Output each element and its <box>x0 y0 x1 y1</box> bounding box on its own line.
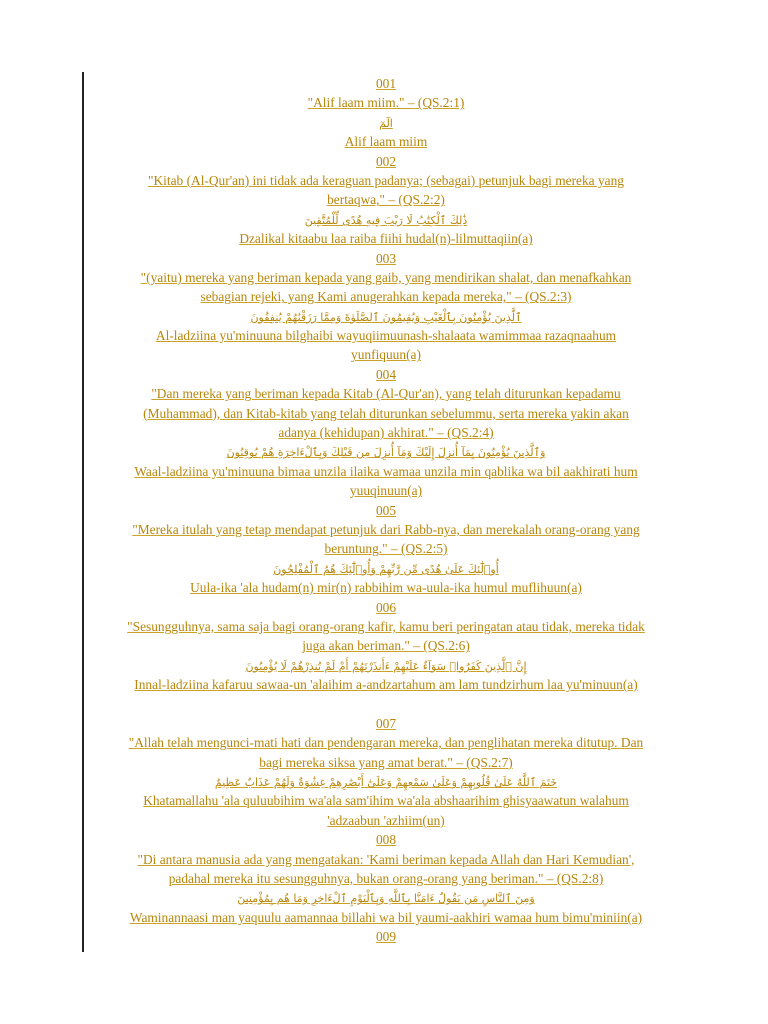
verse-text-line <box>88 171 684 190</box>
verse-text-line <box>88 384 684 403</box>
verse-entry <box>88 249 684 365</box>
verse-text-link[interactable]: Waminannaasi man yaquulu aamannaa billahi wa bil yaumi-aakhiri wamaa hum bimu'miniin(a) <box>129 909 643 925</box>
verse-text-link[interactable]: bagi mereka siksa yang amat berat." – (QS.2:7) <box>259 754 513 770</box>
verse-text-link[interactable]: beruntung." – (QS.2:5) <box>324 541 448 557</box>
left-margin-rule <box>82 72 84 952</box>
verse-text-link[interactable]: Uula-ika 'ala hudam(n) mir(n) rabbihim wa-uula-ika humul muflihuun(a) <box>190 580 582 596</box>
verse-number-line <box>88 249 684 268</box>
verse-number-link[interactable]: 009 <box>375 929 397 945</box>
verse-text-link[interactable]: Waal-ladziina yu'minuuna bimaa unzila ilaika wamaa unzila min qablika wa bil aakhirati hum <box>134 463 638 479</box>
verse-number-line <box>88 501 684 520</box>
verse-text-line <box>88 287 684 306</box>
arabic-text-line <box>88 307 684 326</box>
verse-text-line <box>88 345 684 364</box>
arabic-text-line <box>88 442 684 461</box>
verse-entry <box>88 152 684 249</box>
verse-entry <box>88 365 684 501</box>
verse-text-line <box>88 462 684 481</box>
verse-number-link[interactable]: 006 <box>375 599 397 615</box>
arabic-verse-link[interactable]: ذَٰلِكَ ٱلْكِتَٰبُ لَا رَيْبَ فِيهِ هُدًى لِّلْمُتَّقِينَ <box>304 213 468 227</box>
verse-number-line <box>88 152 684 171</box>
verse-text-link[interactable]: sebagian rejeki, yang Kami anugerahkan kepada mereka," – (QS.2:3) <box>200 289 572 305</box>
arabic-text-line <box>88 656 684 675</box>
verse-text-line <box>88 423 684 442</box>
arabic-verse-link[interactable]: إِنَّ ٱلَّذِينَ كَفَرُوا۟ سَوَآءٌ عَلَيْهِمْ ءَأَنذَرْتَهُمْ أَمْ لَمْ تُنذِرْهُمْ لَا يُؤْمِنُونَ <box>245 659 527 673</box>
arabic-text-line <box>88 772 684 791</box>
verse-text-line <box>88 753 684 772</box>
verse-text-line <box>88 229 684 248</box>
verse-list <box>88 74 684 947</box>
verse-number-link[interactable]: 002 <box>375 153 397 169</box>
verse-number-link[interactable]: 007 <box>375 715 397 731</box>
verse-entry <box>88 927 684 946</box>
verse-number-link[interactable]: 008 <box>375 832 397 848</box>
verse-text-link[interactable]: "Dan mereka yang beriman kepada Kitab (Al-Qur'an), yang telah diturunkan kepadamu <box>151 386 621 402</box>
verse-number-line <box>88 927 684 946</box>
verse-entry <box>88 598 684 714</box>
verse-text-line <box>88 520 684 539</box>
arabic-verse-link[interactable]: وَٱلَّذِينَ يُؤْمِنُونَ بِمَآ أُنزِلَ إِلَيْكَ وَمَآ أُنزِلَ مِن قَبْلِكَ وَبِٱلْءَاخِرَةِ هُمْ يُوقِنُونَ <box>226 446 546 460</box>
verse-text-line <box>88 636 684 655</box>
verse-number-link[interactable]: 004 <box>375 366 397 382</box>
verse-text-link[interactable]: "Alif laam miim." – (QS.2:1) <box>307 95 465 111</box>
verse-text-line <box>88 578 684 597</box>
verse-number-link[interactable]: 003 <box>375 250 397 266</box>
verse-number-line <box>88 74 684 93</box>
arabic-verse-link[interactable]: خَتَمَ ٱللَّهُ عَلَىٰ قُلُوبِهِمْ وَعَلَىٰ سَمْعِهِمْ وَعَلَىٰٓ أَبْصَٰرِهِمْ غِشَٰوَةٌ وَلَهُمْ عَذَابٌ عَظِيمٌ <box>214 776 558 790</box>
arabic-text-line <box>88 113 684 132</box>
verse-text-link[interactable]: yunfiquun(a) <box>351 347 421 363</box>
verse-entry <box>88 714 684 830</box>
verse-text-line <box>88 617 684 636</box>
verse-text-link[interactable]: juga akan beriman." – (QS.2:6) <box>302 638 470 654</box>
verse-text-link[interactable]: "Mereka itulah yang tetap mendapat petunjuk dari Rabb-nya, dan merekalah orang-orang yang <box>132 521 640 537</box>
verse-text-line <box>88 93 684 112</box>
arabic-verse-link[interactable]: أُو۟لَٰٓئِكَ عَلَىٰ هُدًى مِّن رَّبِّهِمْ وَأُو۟لَٰٓئِكَ هُمُ ٱلْمُفْلِحُونَ <box>273 562 499 576</box>
verse-text-link[interactable]: "Di antara manusia ada yang mengatakan: 'Kami beriman kepada Allah dan Hari Kemudian', <box>137 851 635 867</box>
verse-text-link[interactable]: "(yaitu) mereka yang beriman kepada yang gaib, yang mendirikan shalat, dan menafkahkan <box>140 269 632 285</box>
verse-text-line <box>88 675 684 694</box>
verse-text-line <box>88 908 684 927</box>
verse-number-link[interactable]: 005 <box>375 502 397 518</box>
verse-number-line <box>88 714 684 733</box>
verse-number-line <box>88 598 684 617</box>
verse-text-line <box>88 404 684 423</box>
verse-text-link[interactable]: Alif laam miim <box>344 134 428 150</box>
verse-entry <box>88 501 684 598</box>
arabic-verse-link[interactable]: وَمِنَ ٱلنَّاسِ مَن يَقُولُ ءَامَنَّا بِٱللَّهِ وَبِٱلْيَوْمِ ٱلْءَاخِرِ وَمَا هُم بِمُؤْمِنِينَ <box>237 892 535 906</box>
arabic-text-line <box>88 888 684 907</box>
verse-text-link[interactable]: bertaqwa," – (QS.2:2) <box>327 192 445 208</box>
arabic-text-line <box>88 210 684 229</box>
verse-text-line <box>88 190 684 209</box>
verse-text-line <box>88 481 684 500</box>
verse-text-link[interactable]: Dzalikal kitaabu laa raiba fiihi hudal(n)-lilmuttaqiin(a) <box>239 231 533 247</box>
verse-text-link[interactable]: yuuqinuun(a) <box>349 483 423 499</box>
verse-text-link[interactable]: 'adzaabun 'azhiim(un) <box>327 812 445 828</box>
verse-text-line <box>88 132 684 151</box>
verse-number-link[interactable]: 001 <box>375 76 397 91</box>
arabic-verse-link[interactable]: ٱلَّذِينَ يُؤْمِنُونَ بِٱلْغَيْبِ وَيُقِيمُونَ ٱلصَّلَوٰةَ وَمِمَّا رَزَقْنَٰهُمْ يُنفِقُونَ <box>250 310 522 324</box>
verse-text-link[interactable]: (Muhammad), dan Kitab-kitab yang telah diturunkan sebelummu, serta mereka yakin akan <box>143 405 629 421</box>
verse-entry <box>88 74 684 152</box>
verse-text-link[interactable]: Innal-ladziina kafaruu sawaa-un 'alaihim a-andzartahum am lam tundzirhum laa yu'minuun(a) <box>134 677 638 693</box>
verse-text-line <box>88 326 684 345</box>
verse-text-line <box>88 539 684 558</box>
verse-text-line <box>88 791 684 810</box>
verse-text-line <box>88 811 684 830</box>
verse-text-link[interactable]: "Sesungguhnya, sama saja bagi orang-orang kafir, kamu beri peringatan atau tidak, mereka tidak <box>127 618 645 634</box>
verse-text-link[interactable]: "Allah telah mengunci-mati hati dan pendengaran mereka, dan penglihatan mereka ditutup. Dan <box>128 735 644 751</box>
verse-number-line <box>88 365 684 384</box>
arabic-text-line <box>88 559 684 578</box>
verse-text-link[interactable]: padahal mereka itu sesungguhnya, bukan orang-orang yang beriman." – (QS.2:8) <box>168 871 604 887</box>
verse-text-line <box>88 869 684 888</box>
verse-text-link[interactable]: adanya (kehidupan) akhirat." – (QS.2:4) <box>278 425 494 441</box>
verse-entry <box>88 830 684 927</box>
verse-text-line <box>88 268 684 287</box>
verse-number-line <box>88 830 684 849</box>
verse-text-line <box>88 733 684 752</box>
verse-text-link[interactable]: Al-ladziina yu'minuuna bilghaibi wayuqiimuunash-shalaata wamimmaa razaqnaahum <box>155 328 617 344</box>
spacer-line <box>88 695 684 714</box>
arabic-verse-link[interactable]: الٓمٓ <box>379 116 393 130</box>
verse-text-link[interactable]: Khatamallahu 'ala quluubihim wa'ala sam'ihim wa'ala abshaarihim ghisyaawatun walahum <box>143 793 629 809</box>
verse-text-line <box>88 850 684 869</box>
verse-text-link[interactable]: "Kitab (Al-Qur'an) ini tidak ada keraguan padanya; (sebagai) petunjuk bagi mereka yang <box>148 172 624 188</box>
